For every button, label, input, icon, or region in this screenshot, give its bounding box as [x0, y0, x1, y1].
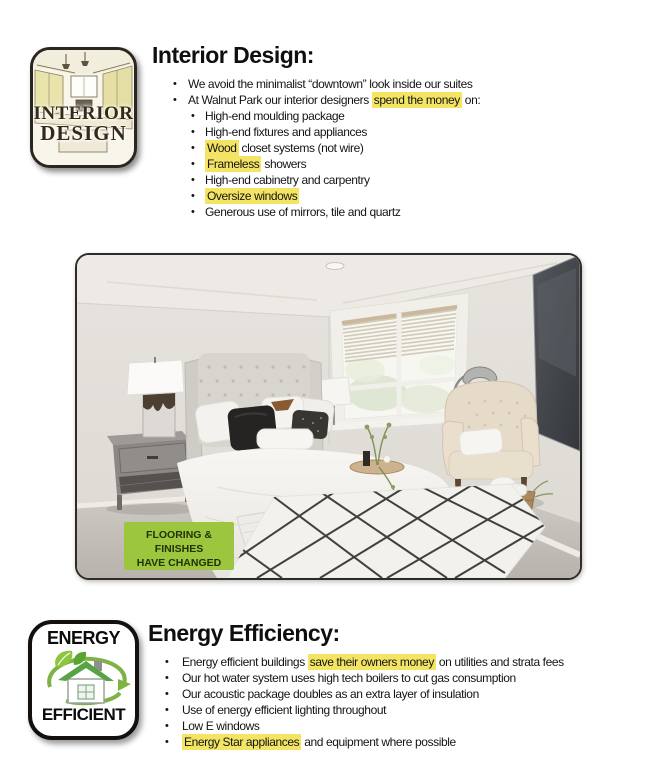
bullet-marker: • — [191, 110, 195, 122]
bullet-item — [160, 718, 647, 734]
plain-text: We avoid the minimalist “downtown” look inside our suites — [188, 77, 473, 91]
plain-text: Energy efficient buildings — [182, 655, 308, 669]
highlighted-text: Frameless — [207, 157, 260, 171]
plain-text: High-end moulding package — [205, 109, 345, 123]
plain-text: Our acoustic package doubles as an extra layer of insulation — [182, 687, 479, 701]
bullet-item — [160, 734, 647, 750]
bullet-item — [168, 156, 638, 172]
energy-heading: Energy Efficiency: — [148, 620, 340, 646]
bullet-text — [205, 108, 344, 124]
bullet-text — [205, 172, 370, 188]
bullet-text — [182, 718, 260, 734]
bullet-text — [182, 654, 564, 670]
bullet-marker: • — [165, 736, 169, 748]
bullet-item — [160, 654, 647, 670]
interior-bullet-list — [168, 76, 638, 220]
plain-text: on: — [461, 93, 481, 107]
energy-badge-line2: EFFICIENT — [41, 705, 126, 724]
plain-text: closet systems (not wire) — [238, 141, 364, 155]
bullet-marker: • — [191, 190, 195, 202]
plain-text: Generous use of mirrors, tile and quartz — [205, 205, 401, 219]
energy-efficient-badge-icon — [28, 620, 139, 740]
flooring-label-line1: FLOORING & — [146, 529, 212, 541]
bullet-marker: • — [165, 672, 169, 684]
bullet-item — [160, 702, 647, 718]
energy-bullet-list — [160, 654, 647, 750]
plain-text: Use of energy efficient lighting throughout — [182, 703, 387, 717]
green-house-icon — [34, 647, 134, 707]
ceiling-light — [326, 263, 344, 270]
plain-text: High-end fixtures and appliances — [205, 125, 367, 139]
tv — [533, 255, 580, 451]
bullet-text — [182, 686, 479, 702]
bullet-marker: • — [165, 704, 169, 716]
interior-badge-line1: INTERIOR — [33, 103, 134, 124]
plain-text: on utilities and strata fees — [435, 655, 564, 669]
flooring-label-line2: FINISHES — [154, 543, 204, 555]
bullet-marker: • — [191, 142, 195, 154]
bullet-marker: • — [191, 206, 195, 218]
bedroom-photo-illustration — [77, 255, 580, 578]
bullet-marker: • — [173, 78, 177, 90]
bullet-item — [168, 124, 638, 140]
highlighted-text: spend the money — [373, 93, 460, 107]
bullet-item — [160, 686, 647, 702]
bullet-text — [188, 76, 472, 92]
bullet-marker: • — [191, 174, 195, 186]
plain-text: and equipment where possible — [301, 735, 456, 749]
bullet-marker: • — [173, 94, 177, 106]
bullet-text — [205, 188, 299, 204]
bullet-item — [168, 76, 638, 92]
interior-heading: Interior Design: — [152, 42, 314, 68]
bedroom-photo — [75, 253, 582, 580]
bullet-text — [188, 92, 480, 108]
bullet-text — [205, 140, 364, 156]
bullet-item — [168, 172, 638, 188]
bullet-text — [182, 670, 516, 686]
flooring-label — [124, 522, 234, 570]
bullet-text — [205, 204, 400, 220]
bullet-marker: • — [191, 158, 195, 170]
bullet-text — [182, 734, 456, 750]
plain-text: Low E windows — [182, 719, 260, 733]
bullet-item — [168, 188, 638, 204]
bullet-marker: • — [165, 720, 169, 732]
interior-badge-line2: DESIGN — [40, 121, 127, 146]
bullet-item — [168, 108, 638, 124]
energy-badge-line1: ENERGY — [46, 628, 121, 648]
bullet-item — [168, 92, 638, 108]
bullet-text — [205, 156, 306, 172]
bullet-item — [168, 204, 638, 220]
bullet-item — [168, 140, 638, 156]
bullet-item — [160, 670, 647, 686]
interior-badge-text — [33, 104, 134, 145]
flooring-label-line3: HAVE CHANGED — [136, 557, 222, 569]
interior-design-badge-icon — [30, 47, 137, 168]
highlighted-text: Oversize windows — [207, 189, 298, 203]
bullet-marker: • — [165, 656, 169, 668]
bullet-text — [182, 702, 386, 718]
plain-text: At Walnut Park our interior designers — [188, 93, 372, 107]
bullet-marker: • — [165, 688, 169, 700]
highlighted-text: save their owners money — [309, 655, 434, 669]
plain-text: High-end cabinetry and carpentry — [205, 173, 370, 187]
plain-text: Our hot water system uses high tech boilers to cut gas consumption — [182, 671, 516, 685]
lattice-rug — [227, 484, 547, 578]
bullet-text — [205, 124, 367, 140]
bullet-marker: • — [191, 126, 195, 138]
highlighted-text: Wood — [207, 141, 237, 155]
plain-text: showers — [261, 157, 307, 171]
highlighted-text: Energy Star appliances — [184, 735, 300, 749]
